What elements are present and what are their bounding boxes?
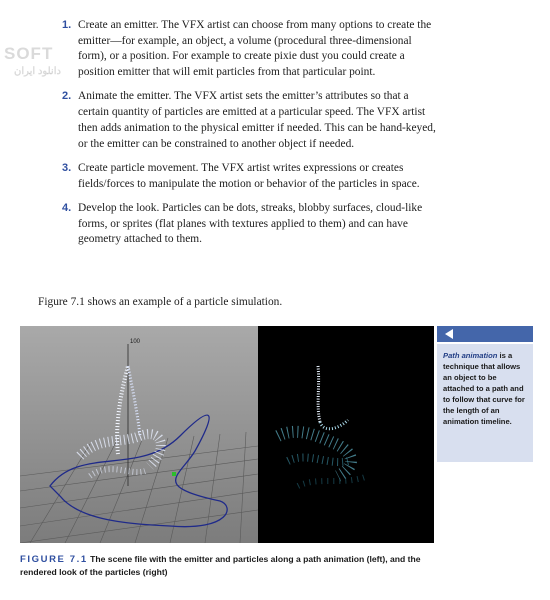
- figure-caption-text: The scene file with the emitter and particles along a path animation (left), and the rendered look of the particles (right): [20, 554, 421, 577]
- step-number: 2.: [62, 90, 72, 103]
- step-text: Create particle movement. The VFX artist writes expressions or creates fields/forces to manipulate the motion or behavior of the particles in space.: [78, 161, 420, 190]
- step-item: [62, 18, 437, 81]
- step-number: 4.: [62, 201, 72, 214]
- viewport-axis-label: 100: [130, 339, 141, 345]
- watermark-subtitle: دانلود ایران: [14, 66, 61, 77]
- render-image: [258, 326, 434, 543]
- step-number: 3.: [62, 161, 72, 174]
- step-item: [62, 161, 437, 192]
- arrow-left-icon: [445, 329, 453, 339]
- intro-paragraph: Figure 7.1 shows an example of a particle simulation.: [38, 296, 283, 308]
- margin-note-term: Path animation: [443, 351, 498, 360]
- step-text: Animate the emitter. The VFX artist sets the emitter’s attributes so that a certain quantity of particles are emitted at a particular speed. The VFX artist then adds animation to the physical emitter if needed. This can be hand-keyed, or the emitter can be constrained to another object if needed.: [78, 90, 436, 150]
- step-item: [62, 201, 437, 248]
- viewport-image: [20, 326, 258, 543]
- step-item: [62, 89, 437, 152]
- margin-note: [437, 326, 533, 462]
- steps-list: [62, 18, 437, 257]
- figure-caption: [20, 553, 440, 578]
- margin-note-tab: [437, 326, 533, 342]
- figure-label: FIGURE 7.1: [20, 554, 88, 565]
- step-text: Create an emitter. The VFX artist can choose from many options to create the emitter—for example, an object, a volume (procedural three-dimensional form), or a position. For example to create pixie dust you could create a position emitter that will emit particles from that particular point.: [78, 19, 432, 79]
- margin-note-definition: is a technique that allows an object to be attached to a path and to follow that curve for the length of an animation timeline.: [443, 351, 525, 426]
- watermark: SOFT: [4, 44, 54, 63]
- figure-7-1: [20, 326, 434, 543]
- step-text: Develop the look. Particles can be dots, streaks, blobby surfaces, cloud-like forms, or sprites (flat planes with textures applied to them) and can have geometry attached to them.: [78, 201, 423, 246]
- margin-note-body: [437, 344, 533, 462]
- step-number: 1.: [62, 19, 72, 31]
